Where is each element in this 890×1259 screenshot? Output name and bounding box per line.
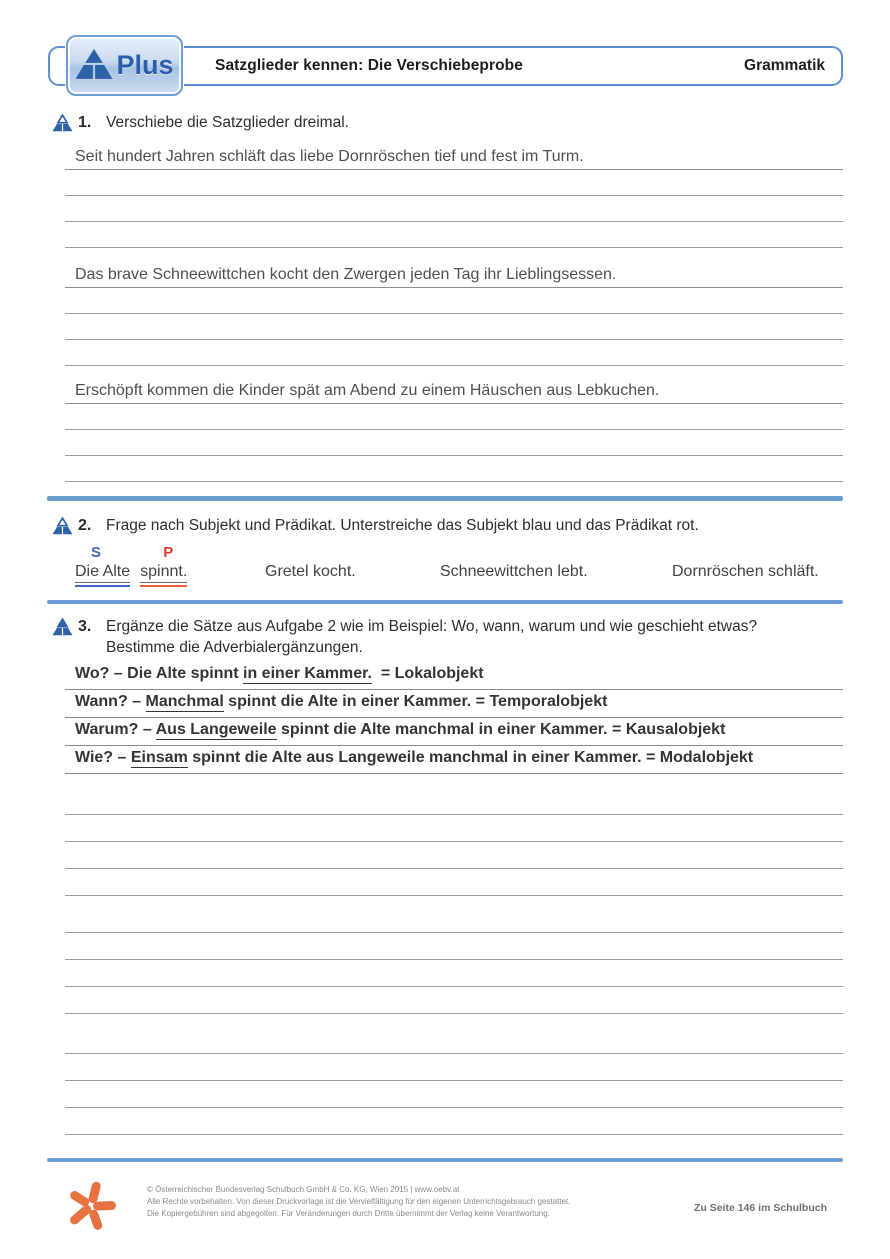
page-title: Satzglieder kennen: Die Verschiebeprobe — [215, 57, 523, 74]
task3-answer-group-2 — [47, 906, 843, 1014]
answer-line — [65, 960, 843, 987]
task2-number: 2. — [78, 516, 92, 534]
answer-line — [65, 456, 843, 482]
task1-sentence-1: Seit hundert Jahren schläft das liebe Dornröschen tief und fest im Turm. — [65, 147, 843, 170]
underlined-adverbial: Manchmal — [145, 693, 224, 710]
underlined-subject: Die Alte — [75, 563, 130, 583]
task3-answer-group-1 — [47, 788, 843, 896]
answer-line — [65, 340, 843, 366]
task2-heading — [47, 515, 843, 540]
task2-instruction: Frage nach Subjekt und Prädikat. Unterstreiche das Subjekt blau und das Prädikat rot. — [106, 516, 699, 534]
task3-instruction-line1: Ergänze die Sätze aus Aufgabe 2 wie im Beispiel: Wo, wann, warum und wie geschieht etwas? — [106, 618, 758, 635]
task1-number: 1. — [78, 114, 92, 131]
answer-line — [65, 788, 843, 815]
triangle-logo-icon — [75, 47, 113, 85]
answer-line — [65, 404, 843, 430]
task3-instruction — [106, 616, 757, 658]
predicate-marker: P — [163, 543, 174, 561]
worksheet-content — [47, 0, 843, 1234]
copyright-line2: Alle Rechte vorbehalten. Von dieser Druckvorlage ist die Vervielfältigung für den eigenen Unterrichtsgebrauch gestattet. — [147, 1197, 571, 1206]
answer-line — [65, 430, 843, 456]
answer-line — [65, 987, 843, 1014]
task1-sentence-3: Erschöpft kommen die Kinder spät am Abend zu einem Häuschen aus Lebkuchen. — [65, 381, 843, 404]
underlined-predicate: spinnt. — [140, 563, 187, 583]
underlined-adverbial: Aus Langeweile — [155, 721, 277, 738]
task1-sentence-2: Das brave Schneewittchen kocht den Zwergen jeden Tag ihr Lieblingsessen. — [65, 265, 843, 288]
section-divider — [47, 496, 843, 501]
task3-example-why: Warum? – Aus Langeweile spinnt die Alte manchmal in einer Kammer. = Kausalobjekt — [65, 720, 843, 746]
task3-number: 3. — [78, 618, 92, 635]
oebv-asterisk-logo — [65, 1178, 117, 1234]
task3-example-when: Wann? – Manchmal spinnt die Alte in einer Kammer. = Temporalobjekt — [65, 692, 843, 718]
logo-text: Plus — [116, 50, 174, 80]
answer-line — [65, 1081, 843, 1108]
task3-example-where: Wo? – Die Alte spinnt in einer Kammer. = Lokalobjekt — [65, 664, 843, 690]
subject-label: Grammatik — [744, 57, 825, 74]
answer-line — [65, 1027, 843, 1054]
answer-line — [65, 933, 843, 960]
schoolbook-page-reference: Zu Seite 146 im Schulbuch — [693, 1202, 827, 1214]
copyright-line3: Die Kopiergebühren sind abgegolten. Für Veränderungen durch Dritte übernimmt der Verlag keine Verantwortung. — [147, 1209, 550, 1218]
answer-line — [65, 869, 843, 896]
answer-line — [65, 196, 843, 222]
section-divider — [47, 600, 843, 605]
task-triangle-icon — [52, 515, 74, 540]
task3-instruction-line2: Bestimme die Adverbialergänzungen. — [106, 639, 363, 656]
publisher-plus-logo — [66, 35, 183, 96]
task2-sentence-4: Dornröschen schläft. — [672, 562, 819, 580]
footer — [47, 1178, 843, 1234]
underlined-adverbial: in einer Kammer. — [243, 665, 372, 682]
underlined-adverbial: Einsam — [130, 749, 188, 766]
task2-marked-sentence — [75, 562, 265, 582]
task3-answer-group-3 — [47, 1027, 843, 1135]
subject-predicate-labels — [75, 544, 843, 562]
task2-sentence-3: Schneewittchen lebt. — [440, 562, 588, 580]
task2-example-row — [75, 562, 843, 582]
task-triangle-icon — [52, 616, 74, 641]
answer-line — [65, 222, 843, 248]
answer-line — [65, 906, 843, 933]
task2-sentence-2: Gretel kocht. — [265, 562, 356, 580]
answer-line — [65, 1054, 843, 1081]
task1-instruction: Verschiebe die Satzglieder dreimal. — [106, 114, 349, 131]
task3-examples — [47, 664, 843, 774]
answer-line — [65, 842, 843, 869]
answer-line — [65, 314, 843, 340]
answer-line — [65, 170, 843, 196]
copyright-line1: © Österreichischer Bundesverlag Schulbuch GmbH & Co. KG, Wien 2015 | www.oebv.at — [147, 1185, 460, 1194]
subject-marker: S — [91, 543, 102, 561]
task1-heading — [47, 112, 843, 137]
footer-divider — [47, 1158, 843, 1163]
answer-line — [65, 1108, 843, 1135]
task-triangle-icon — [52, 112, 74, 137]
answer-line — [65, 815, 843, 842]
copyright-text — [147, 1178, 570, 1220]
task3-example-how: Wie? – Einsam spinnt die Alte aus Langeweile manchmal in einer Kammer. = Modalobjekt — [65, 748, 843, 774]
answer-line — [65, 288, 843, 314]
task3-heading — [47, 616, 843, 658]
